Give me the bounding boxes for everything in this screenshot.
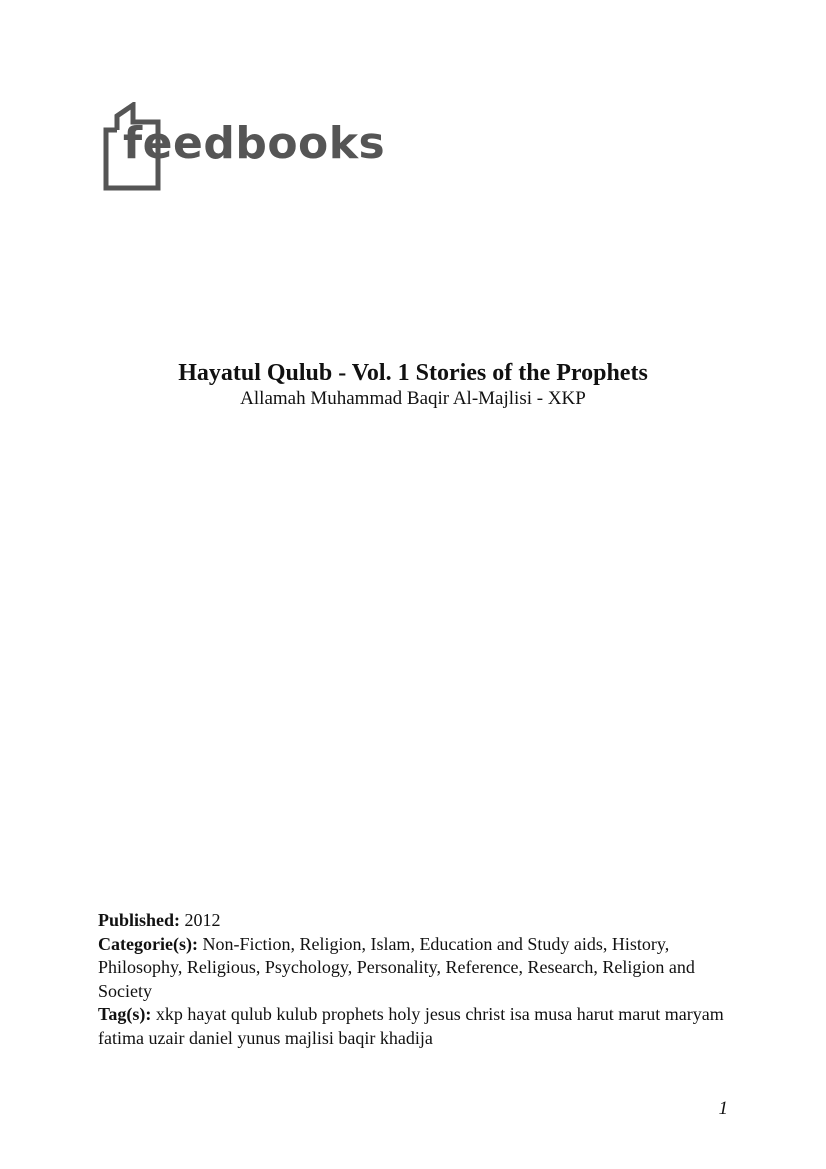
- book-title: Hayatul Qulub - Vol. 1 Stories of the Prophets: [178, 360, 648, 386]
- categories-value: Non-Fiction, Religion, Islam, Education and Study aids, History, Philosophy, Religious, Psychology, Personality, Reference, Research, Religion and Society: [98, 933, 695, 1001]
- tags-label: Tag(s):: [98, 1004, 152, 1024]
- title-block: [0, 358, 826, 410]
- published-line: [98, 909, 728, 933]
- categories-line: [98, 933, 728, 1004]
- book-author: Allamah Muhammad Baqir Al-Majlisi - XKP: [240, 388, 586, 409]
- page-number: 1: [718, 1098, 728, 1119]
- categories-label: Categorie(s):: [98, 933, 198, 954]
- book-metadata: [98, 909, 728, 1050]
- tags-value: xkp hayat qulub kulub prophets holy jesus christ isa musa harut marut maryam fatima uzair daniel yunus majlisi baqir khadija: [98, 1004, 724, 1048]
- tags-line: [98, 1003, 728, 1050]
- published-value: 2012: [184, 910, 221, 930]
- published-label: Published:: [98, 910, 181, 930]
- logo-text: feedbooks: [123, 118, 386, 169]
- feedbooks-logo: [103, 102, 386, 192]
